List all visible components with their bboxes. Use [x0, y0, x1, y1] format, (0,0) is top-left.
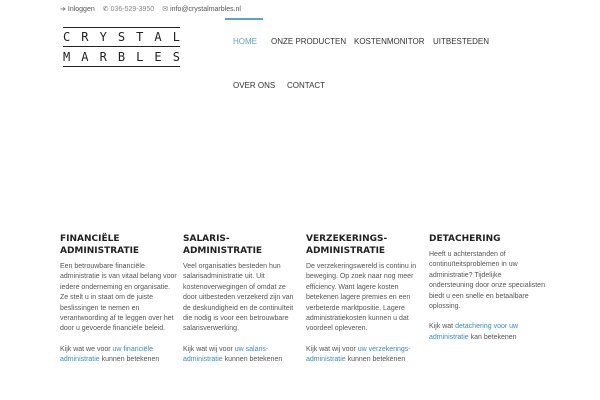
nav-item-over-ons[interactable]: OVER ONS — [233, 81, 276, 90]
service-description: De verzekeringswereld is continu in beweging. Op zoek naar nog meer efficiency. Want lagere kosten betekenen lagere premies en een verbeterde marktpositie. Lagere administratiekosten kunnen u dat voordeel opleveren. — [306, 263, 417, 333]
nav-item-uitbesteden[interactable]: UITBESTEDEN — [433, 37, 490, 46]
nav-item-kostenmonitor[interactable]: KOSTENMONITOR — [354, 37, 425, 46]
main-nav — [0, 0, 600, 100]
logo-word-crystal: C R Y S T A L — [63, 30, 180, 44]
service-title: FINANCIËLE ADMINISTRATIE — [60, 234, 140, 256]
phone-icon: ✆ — [102, 6, 109, 13]
service-link[interactable]: uw financiële administratie — [60, 345, 153, 364]
email-address[interactable]: info@crystalmarbles.nl — [170, 5, 241, 13]
service-cta: Kijk wat detachering voor uw administratie kan betekenen — [429, 323, 519, 341]
service-cta: Kijk wat wij voor uw salaris-administratie kunnen betekenen — [183, 345, 283, 364]
nav-item-contact[interactable]: CONTACT — [287, 81, 326, 90]
service-column-detachering — [429, 233, 547, 353]
service-column-salarisadministratie — [183, 233, 301, 376]
service-cta: Kijk wat we voor uw financiële administratie kunnen betekenen — [60, 345, 160, 364]
service-cta: Kijk wat wij voor uw verzekerings-administratie kunnen betekenen — [306, 345, 411, 364]
service-title: DETACHERING — [429, 234, 501, 244]
service-link[interactable]: detachering voor uw administratie — [429, 323, 519, 341]
nav-item-onze-producten[interactable]: ONZE PRODUCTEN — [271, 37, 347, 46]
nav-active-indicator — [225, 18, 263, 20]
logo-word-marbles: M A R B L E S — [63, 50, 180, 64]
login-label[interactable]: Inloggen — [67, 5, 95, 13]
service-column-financiele-administratie — [60, 233, 178, 376]
service-title: VERZEKERINGS- ADMINISTRATIE — [306, 234, 388, 256]
service-description: Heeft u achterstanden of continuïteitsproblemen in uw administratie? Tijdelijke ondersteuning door onze specialisten biedt u een snelle en betaalbare oplossing. — [429, 251, 545, 311]
login-icon: ➜ — [60, 6, 66, 13]
envelope-icon: ✉ — [162, 6, 169, 13]
service-description: Veel organisaties besteden hun salarisadministratie uit. Uit kostenoverwegingen of omdat ze door uitbesteden verzekerd zijn van de deskundigheid en de continuïteit die nodig is voor een betrouwbare salarisverwerking. — [183, 263, 294, 333]
service-title: SALARIS- ADMINISTRATIE — [183, 234, 263, 256]
service-link[interactable]: uw verzekerings-administratie — [306, 345, 411, 364]
nav-item-home[interactable]: HOME — [233, 37, 257, 46]
service-link[interactable]: uw salaris-administratie — [183, 345, 269, 364]
service-column-verzekeringsadministratie — [306, 233, 424, 376]
service-description: Een betrouwbare financiële administratie is van vitaal belang voor iedere onderneming en organisatie. Ze stelt u in staat om de juiste beslissingen te nemen en verantwoording af te leggen over het door u gevoerde financiële beleid. — [60, 263, 177, 333]
phone-number[interactable]: 036-529-3950 — [110, 5, 155, 13]
